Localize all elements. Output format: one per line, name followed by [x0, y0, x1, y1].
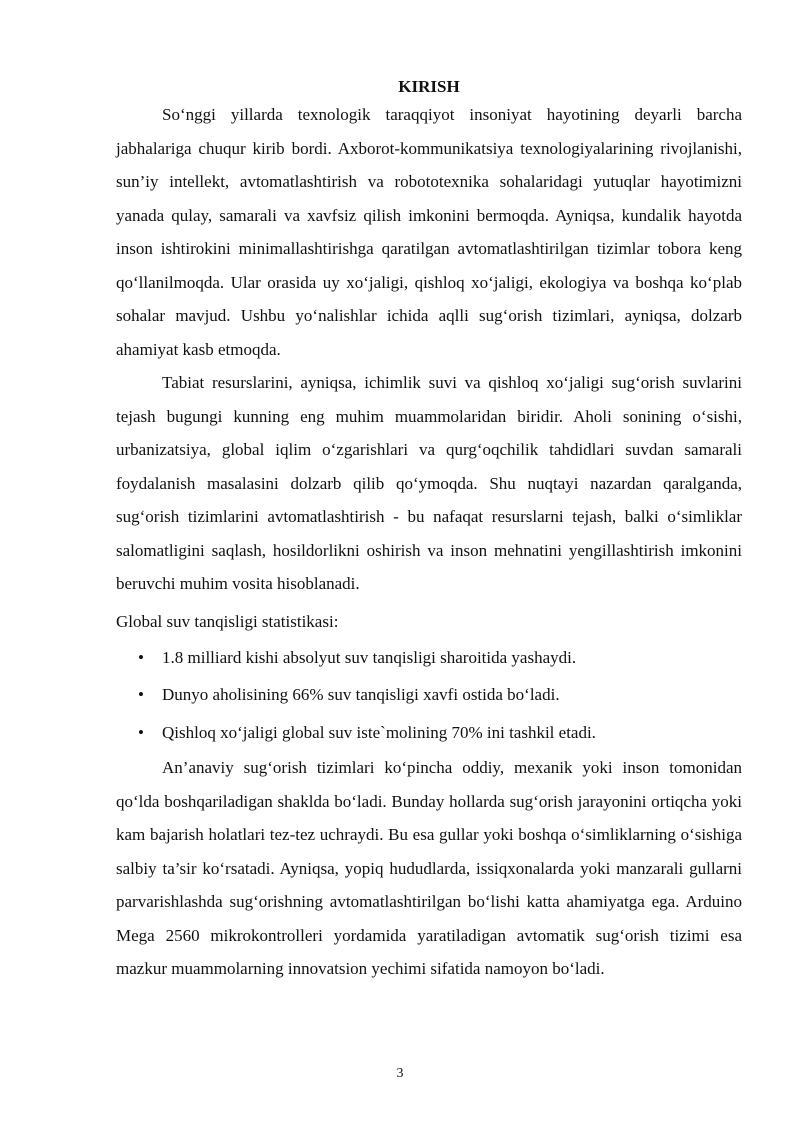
page-number: 3 — [396, 1066, 404, 1081]
bullet-icon: • — [138, 647, 144, 667]
list-item — [116, 676, 742, 714]
list-item-text: 1.8 milliard kishi absolyut suv tanqisligi sharoitida yashaydi. — [162, 647, 577, 667]
stats-list — [116, 639, 742, 752]
list-item-text: Qishloq xo‘jaligi global suv iste`molining 70% ini tashkil etadi. — [162, 722, 596, 742]
list-item — [116, 639, 742, 677]
list-item — [116, 714, 742, 752]
document-page — [116, 76, 742, 986]
closing-paragraph: An’anaviy sug‘orish tizimlari ko‘pincha oddiy, mexanik yoki inson tomonidan qo‘lda boshqariladigan shaklda bo‘ladi. Bunday hollarda sug‘orish jarayonini ortiqcha yoki kam bajarish holatlari tez-tez uchraydi. Bu esa gullar yoki boshqa o‘simliklarning o‘sishiga salbiy ta’sir ko‘rsatadi. Ayniqsa, yopiq hududlarda, issiqxonalarda yoki manzarali gullarni parvarishlashda sug‘orishning avtomatlashtirilgan bo‘lishi katta ahamiyatga ega. Arduino Mega 2560 mikrokontrolleri yordamida yaratiladigan avtomatik sug‘orish tizimi esa mazkur muammolarning innovatsion yechimi sifatida namoyon bo‘ladi. — [116, 758, 742, 978]
intro-paragraph-2: Tabiat resurslarini, ayniqsa, ichimlik suvi va qishloq xo‘jaligi sug‘orish suvlarini tejash bugungi kunning eng muhim muammolaridan biridir. Aholi sonining o‘sishi, urbanizatsiya, global iqlim o‘zgarishlari va qurg‘oqchilik tahdidlari suvdan samarali foydalanish masalasini dolzarb qilib qo‘ymoqda. Shu nuqtayi nazardan qaralganda, sug‘orish tizimlarini avtomatlashtirish - bu nafaqat resurslarni tejash, balki o‘simliklar salomatligini saqlash, hosildorlikni oshirish va inson mehnatini yengillashtirish imkonini beruvchi muhim vosita hisoblanadi. — [116, 373, 742, 593]
section-heading: KIRISH — [398, 77, 460, 96]
intro-paragraph-1: So‘nggi yillarda texnologik taraqqiyot insoniyat hayotining deyarli barcha jabhalariga chuqur kirib bordi. Axborot-kommunikatsiya texnologiyalarining rivojlanishi, sun’iy intellekt, avtomatlashtirish va robototexnika sohalaridagi yutuqlar hayotimizni yanada qulay, samarali va xavfsiz qilish imkonini bermoqda. Ayniqsa, kundalik hayotda inson ishtirokini minimallashtirishga qaratilgan avtomatlashtirilgan tizimlar tobora keng qo‘llanilmoqda. Ular orasida uy xo‘jaligi, qishloq xo‘jaligi, ekologiya va boshqa ko‘plab sohalar mavjud. Ushbu yo‘nalishlar ichida aqlli sug‘orish tizimlari, ayniqsa, dolzarb ahamiyat kasb etmoqda. — [116, 105, 742, 359]
list-item-text: Dunyo aholisining 66% suv tanqisligi xavfi ostida bo‘ladi. — [162, 685, 560, 704]
bullet-icon: • — [138, 722, 144, 742]
stats-title: Global suv tanqisligi statistikasi: — [116, 611, 339, 631]
bullet-icon: • — [138, 685, 144, 704]
